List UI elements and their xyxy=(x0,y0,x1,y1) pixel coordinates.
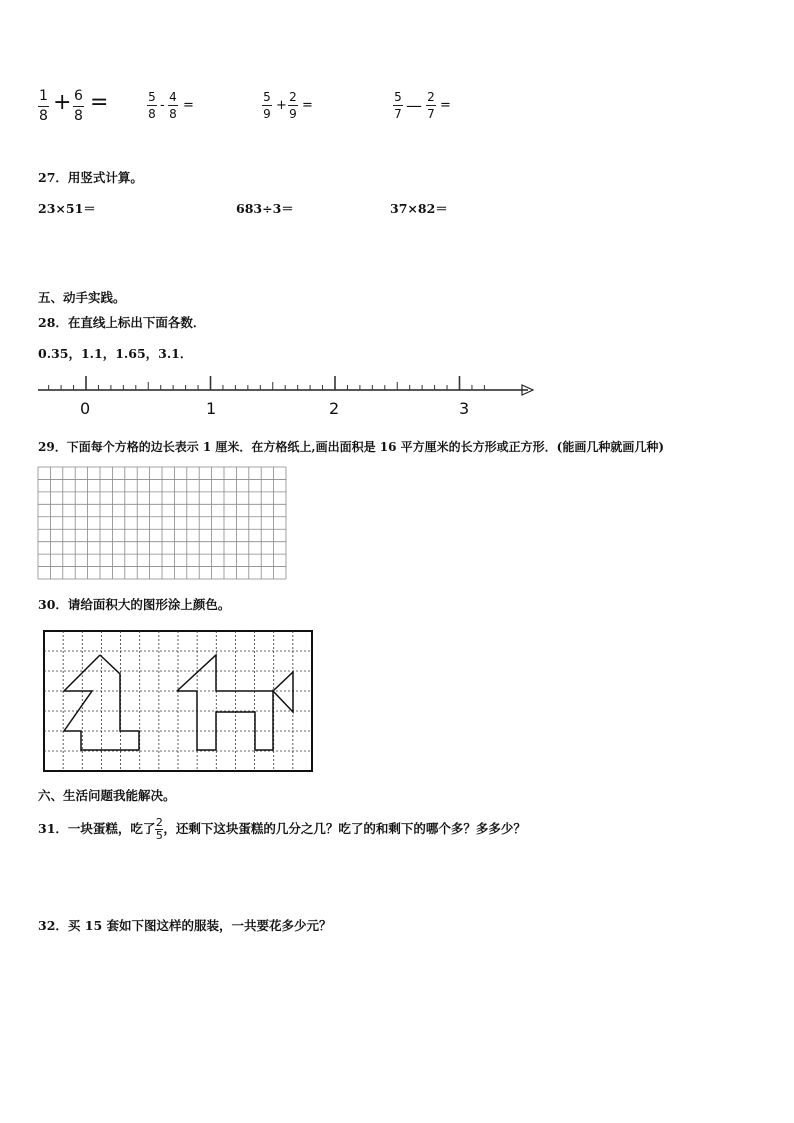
numerator: 5 xyxy=(263,90,271,104)
question-27-title: 27．用竖式计算。 xyxy=(38,170,143,185)
tick-label-3: 3 xyxy=(459,399,470,418)
numbers-to-mark: 0.35，1.1，1.65，3.1． xyxy=(38,346,193,361)
equals-sign: = xyxy=(183,98,194,113)
denominator: 5 xyxy=(155,829,163,842)
denominator: 8 xyxy=(74,108,83,124)
numerator: 4 xyxy=(169,90,177,104)
numerator: 2 xyxy=(155,816,163,829)
problem-23x51: 23×51＝ xyxy=(38,201,96,216)
numerator: 1 xyxy=(39,88,48,104)
question-31-suffix: ，还剩下这块蛋糕的几分之几？吃了的和剩下的哪个多？多多少？ xyxy=(163,821,526,836)
denominator: 7 xyxy=(427,107,435,121)
equals-sign: = xyxy=(90,90,109,115)
question-31 xyxy=(38,817,526,842)
denominator: 8 xyxy=(39,108,48,124)
denominator: 9 xyxy=(263,107,271,121)
numerator: 2 xyxy=(289,90,297,104)
equals-sign: = xyxy=(440,98,451,113)
minus-operator: - xyxy=(160,98,165,113)
tick-label-2: 2 xyxy=(329,399,340,418)
denominator: 9 xyxy=(289,107,297,121)
question-31-prefix: 31．一块蛋糕，吃了 xyxy=(38,821,156,836)
denominator: 8 xyxy=(169,107,177,121)
shape-grid xyxy=(44,631,312,771)
square-grid[interactable] xyxy=(38,467,286,579)
problem-37x82: 37×82＝ xyxy=(390,201,448,216)
question-30-title: 30．请给面积大的图形涂上颜色。 xyxy=(38,597,231,612)
plus-operator: + xyxy=(53,90,72,115)
section-6-heading: 六、生活问题我能解决。 xyxy=(38,788,176,803)
section-5-heading: 五、动手实践。 xyxy=(38,290,126,305)
question-28-title: 28．在直线上标出下面各数． xyxy=(38,315,206,330)
numerator: 6 xyxy=(74,88,83,104)
tick-label-0: 0 xyxy=(80,399,91,418)
minus-operator: — xyxy=(406,96,422,115)
numerator: 5 xyxy=(394,90,402,104)
plus-operator: + xyxy=(276,98,287,113)
numerator: 5 xyxy=(148,90,156,104)
numerator: 2 xyxy=(427,90,435,104)
equals-sign: = xyxy=(302,98,313,113)
denominator: 7 xyxy=(394,107,402,121)
tick-label-1: 1 xyxy=(206,399,217,418)
problem-683div3: 683÷3＝ xyxy=(236,201,294,216)
denominator: 8 xyxy=(148,107,156,121)
right-shape[interactable] xyxy=(177,655,293,750)
question-32-title: 32．买 15 套如下图这样的服装，一共要花多少元？ xyxy=(38,918,332,933)
question-29-title: 29．下面每个方格的边长表示 1 厘米．在方格纸上,画出面积是 16 平方厘米的长方形或正方形．(能画几种就画几种) xyxy=(38,440,664,454)
